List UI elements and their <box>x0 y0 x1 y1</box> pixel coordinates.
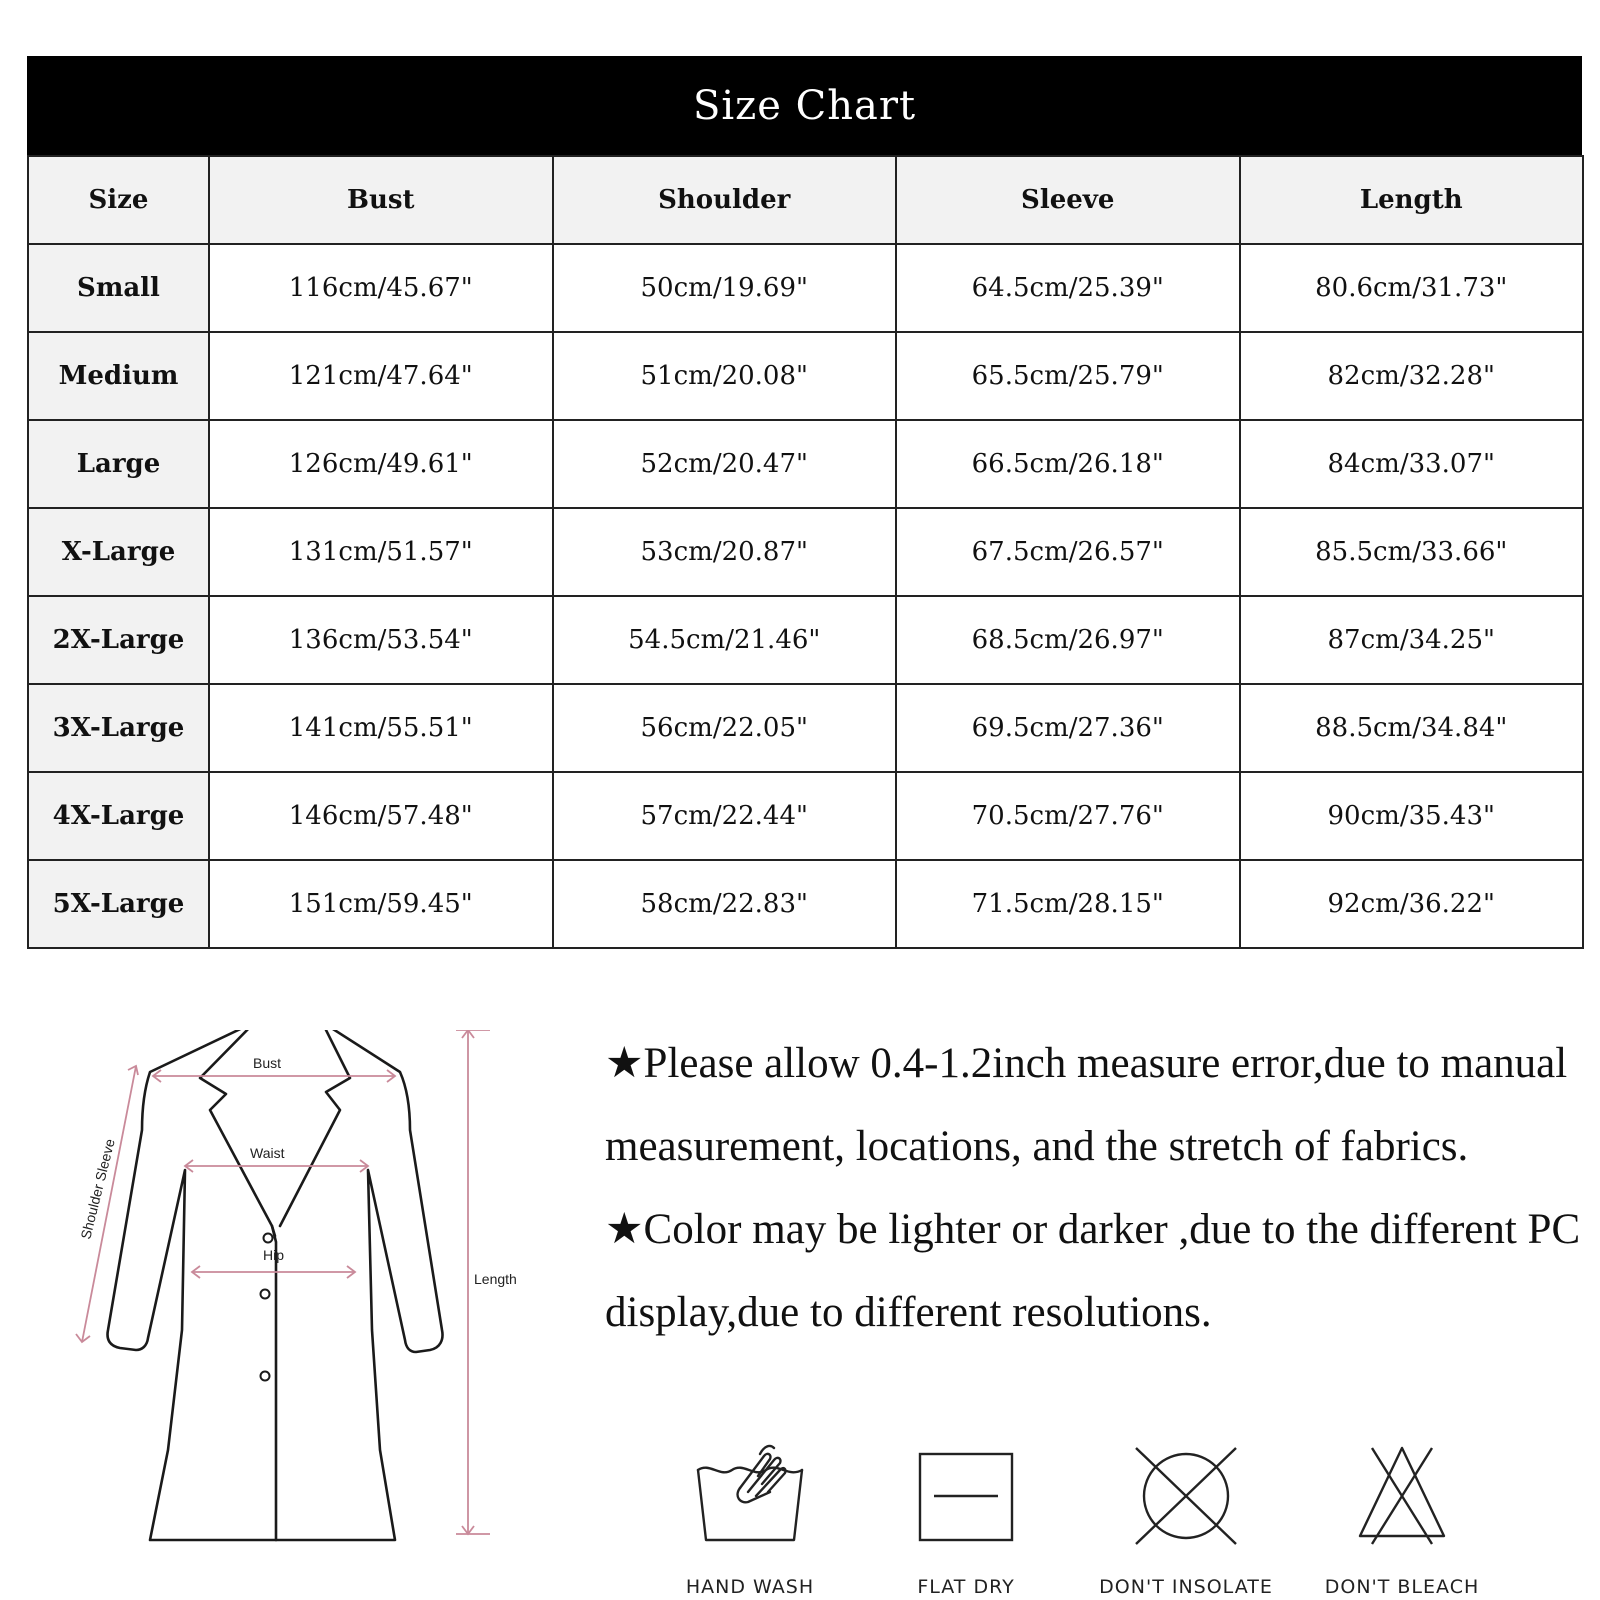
do-not-bleach-icon <box>1342 1440 1462 1550</box>
cell-shoulder: 57cm/22.44" <box>553 772 897 860</box>
cell-bust: 151cm/59.45" <box>209 860 553 948</box>
cell-length: 92cm/36.22" <box>1240 860 1584 948</box>
flat-dry-icon <box>906 1440 1026 1550</box>
care-item-hand-wash <box>650 1440 850 1598</box>
table-body <box>28 244 1583 948</box>
dont-bleach-label: DON'T BLEACH <box>1324 1576 1480 1598</box>
cell-length: 88.5cm/34.84" <box>1240 684 1584 772</box>
cell-length: 80.6cm/31.73" <box>1240 244 1584 332</box>
cell-shoulder: 50cm/19.69" <box>553 244 897 332</box>
do-not-insolate-icon <box>1126 1440 1246 1550</box>
cell-shoulder: 51cm/20.08" <box>553 332 897 420</box>
cell-shoulder: 58cm/22.83" <box>553 860 897 948</box>
coat-outline-icon <box>50 1030 570 1590</box>
table-row <box>28 772 1583 860</box>
shoulder-sleeve-label: Shoulder Sleeve <box>77 1137 118 1241</box>
cell-sleeve: 71.5cm/28.15" <box>896 860 1240 948</box>
cell-shoulder: 54.5cm/21.46" <box>553 596 897 684</box>
bust-label: Bust <box>253 1055 282 1071</box>
cell-size: Large <box>28 420 209 508</box>
cell-bust: 141cm/55.51" <box>209 684 553 772</box>
cell-shoulder: 52cm/20.47" <box>553 420 897 508</box>
cell-sleeve: 64.5cm/25.39" <box>896 244 1240 332</box>
header-size: Size <box>28 156 209 244</box>
cell-shoulder: 53cm/20.87" <box>553 508 897 596</box>
note-color-difference: ★Color may be lighter or darker ,due to the different PC display,due to different resolutions. <box>605 1206 1581 1336</box>
cell-length: 82cm/32.28" <box>1240 332 1584 420</box>
cell-bust: 126cm/49.61" <box>209 420 553 508</box>
coat-measurement-diagram <box>50 1030 570 1590</box>
cell-sleeve: 70.5cm/27.76" <box>896 772 1240 860</box>
table-row <box>28 684 1583 772</box>
header-sleeve: Sleeve <box>896 156 1240 244</box>
header-length: Length <box>1240 156 1584 244</box>
cell-length: 90cm/35.43" <box>1240 772 1584 860</box>
cell-sleeve: 68.5cm/26.97" <box>896 596 1240 684</box>
care-item-dont-insolate <box>1086 1440 1286 1598</box>
table-row <box>28 244 1583 332</box>
cell-size: X-Large <box>28 508 209 596</box>
cell-bust: 136cm/53.54" <box>209 596 553 684</box>
hip-label: Hip <box>263 1247 285 1263</box>
cell-bust: 121cm/47.64" <box>209 332 553 420</box>
table-row <box>28 332 1583 420</box>
cell-size: Small <box>28 244 209 332</box>
hand-wash-icon <box>690 1440 810 1550</box>
cell-bust: 131cm/51.57" <box>209 508 553 596</box>
cell-length: 84cm/33.07" <box>1240 420 1584 508</box>
length-label: Length <box>474 1271 517 1287</box>
cell-size: Medium <box>28 332 209 420</box>
cell-shoulder: 56cm/22.05" <box>553 684 897 772</box>
table-row <box>28 596 1583 684</box>
care-instructions <box>650 1440 1530 1598</box>
note-measure-error: ★Please allow 0.4-1.2inch measure error,due to manual measurement, locations, and the stretch of fabrics. <box>605 1040 1568 1170</box>
cell-length: 85.5cm/33.66" <box>1240 508 1584 596</box>
table-row <box>28 860 1583 948</box>
size-chart <box>27 56 1582 949</box>
flat-dry-label: FLAT DRY <box>917 1576 1015 1598</box>
cell-sleeve: 69.5cm/27.36" <box>896 684 1240 772</box>
cell-bust: 146cm/57.48" <box>209 772 553 860</box>
cell-size: 4X-Large <box>28 772 209 860</box>
size-table <box>27 155 1584 949</box>
header-shoulder: Shoulder <box>553 156 897 244</box>
waist-label: Waist <box>250 1145 285 1161</box>
care-item-flat-dry <box>866 1440 1066 1598</box>
table-row <box>28 508 1583 596</box>
care-item-dont-bleach <box>1302 1440 1502 1598</box>
cell-sleeve: 67.5cm/26.57" <box>896 508 1240 596</box>
table-row <box>28 420 1583 508</box>
header-bust: Bust <box>209 156 553 244</box>
hand-wash-label: HAND WASH <box>685 1576 815 1598</box>
measurement-notes <box>605 1022 1590 1354</box>
cell-size: 2X-Large <box>28 596 209 684</box>
dont-insolate-label: DON'T INSOLATE <box>1099 1576 1273 1598</box>
cell-bust: 116cm/45.67" <box>209 244 553 332</box>
size-chart-title: Size Chart <box>27 56 1582 155</box>
cell-size: 3X-Large <box>28 684 209 772</box>
cell-length: 87cm/34.25" <box>1240 596 1584 684</box>
cell-size: 5X-Large <box>28 860 209 948</box>
table-header-row <box>28 156 1583 244</box>
cell-sleeve: 66.5cm/26.18" <box>896 420 1240 508</box>
cell-sleeve: 65.5cm/25.79" <box>896 332 1240 420</box>
